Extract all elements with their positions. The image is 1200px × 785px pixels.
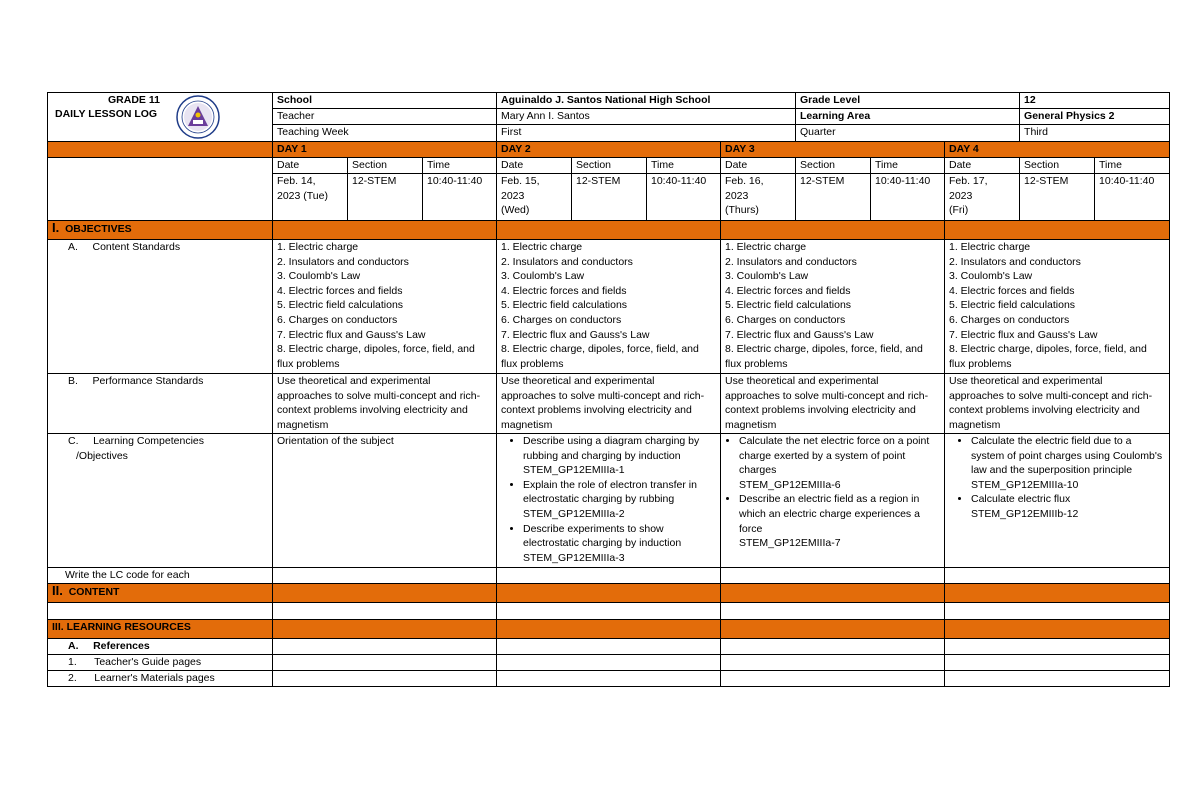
deped-seal-icon (176, 95, 220, 139)
date-line: 2023 (949, 189, 973, 202)
resources-day-3 (721, 619, 945, 638)
learners-materials-day-3 (721, 670, 945, 686)
lc-code-day-1 (273, 568, 497, 584)
content-standard-item: 6. Charges on conductors (725, 313, 846, 326)
grade-level-label: Grade Level (796, 93, 1020, 109)
learners-materials-day-4 (945, 670, 1170, 686)
content-day-4 (945, 583, 1170, 602)
day-4-date (945, 174, 1020, 221)
resources-day-4 (945, 619, 1170, 638)
performance-standards-day-2 (497, 374, 721, 434)
lesson-log-table (47, 92, 1170, 687)
date-label: Date (497, 158, 572, 174)
content-standard-item: 5. Electric field calculations (277, 299, 404, 312)
time-label: Time (1095, 158, 1170, 174)
date-line: Feb. 15, (501, 175, 540, 187)
performance-standard-line: Use theoretical and experimental (725, 375, 879, 387)
content-standard-item: 2. Insulators and conductors (501, 255, 633, 268)
competencies-label (48, 434, 273, 568)
performance-standard-line: approaches to solve multi-concept and rich- (501, 389, 705, 402)
teachers-guide-day-4 (945, 654, 1170, 670)
content-standard-item: 5. Electric field calculations (501, 299, 628, 312)
learning-area-label: Learning Area (796, 109, 1020, 125)
school-label: School (273, 93, 497, 109)
content-standard-item: 3. Coulomb's Law (725, 270, 809, 283)
resources-day-2 (497, 619, 721, 638)
content-value-day-2 (497, 602, 721, 619)
competencies-label-line: C. Learning Competencies (68, 435, 204, 447)
content-value-day-1 (273, 602, 497, 619)
competency-item (971, 434, 1165, 492)
performance-standard-line: approaches to solve multi-concept and rich- (277, 389, 481, 402)
content-standard-item: 2. Insulators and conductors (277, 255, 409, 268)
day-4-time: 10:40-11:40 (1095, 174, 1170, 221)
date-line: Feb. 16, (725, 175, 764, 187)
competencies-day-1: Orientation of the subject (273, 434, 497, 568)
content-standard-item: 6. Charges on conductors (277, 313, 398, 326)
day-4-section: 12-STEM (1020, 174, 1095, 221)
date-line: 2023 (501, 189, 525, 202)
section-label: Section (572, 158, 647, 174)
day-2-section: 12-STEM (572, 174, 647, 221)
schedule-blank (48, 158, 273, 221)
grade-level-value: 12 (1020, 93, 1170, 109)
content-standards-day-1 (273, 240, 497, 374)
competency-code: STEM_GP12EMIIIb-12 (971, 507, 1079, 520)
content-title: CONTENT (68, 585, 120, 598)
content-standard-item: 3. Coulomb's Law (501, 270, 585, 283)
competency-text: Describe experiments to show electrostatic charging by induction (523, 522, 682, 550)
content-day-2 (497, 583, 721, 602)
content-day-1 (273, 583, 497, 602)
content-standard-item: 1. Electric charge (501, 241, 583, 253)
competency-code: STEM_GP12EMIIIa-10 (971, 478, 1079, 491)
content-standard-item: 8. Electric charge, dipoles, force, field, and (501, 343, 699, 356)
day-4-label: DAY 4 (945, 142, 1170, 158)
week-label: Teaching Week (273, 125, 497, 142)
content-standard-item: 2. Insulators and conductors (725, 255, 857, 268)
competency-item (523, 478, 716, 522)
references-label: A. References (48, 638, 273, 654)
content-standard-item: 8. Electric charge, dipoles, force, field, and (725, 343, 923, 356)
competency-text: Calculate the net electric force on a point charge exerted by a system of point charges (739, 435, 930, 477)
teachers-guide-label: 1. Teacher's Guide pages (48, 654, 273, 670)
content-standard-item: 1. Electric charge (949, 241, 1031, 253)
daily-lesson-log (47, 92, 1169, 687)
lc-code-day-4 (945, 568, 1170, 584)
quarter-label: Quarter (796, 125, 1020, 142)
day-1-time: 10:40-11:40 (423, 174, 497, 221)
teachers-guide-day-1 (273, 654, 497, 670)
performance-standards-day-3 (721, 374, 945, 434)
content-standard-item: 7. Electric flux and Gauss's Law (949, 328, 1098, 341)
objectives-title: OBJECTIVES (65, 223, 132, 235)
content-heading (48, 583, 273, 602)
competency-item (523, 522, 716, 566)
content-standard-item: 7. Electric flux and Gauss's Law (501, 328, 650, 341)
time-label: Time (871, 158, 945, 174)
date-label: Date (945, 158, 1020, 174)
day-1-label: DAY 1 (273, 142, 497, 158)
performance-standards-day-1 (273, 374, 497, 434)
objectives-heading (48, 221, 273, 240)
performance-standards-day-4 (945, 374, 1170, 434)
date-label: Date (721, 158, 796, 174)
competency-item (739, 434, 940, 492)
content-standard-item: flux problems (725, 357, 788, 370)
content-standard-item: flux problems (501, 357, 564, 370)
content-standards-day-4 (945, 240, 1170, 374)
content-value-day-3 (721, 602, 945, 619)
grade-title: GRADE 11 (108, 94, 160, 106)
content-standard-item: 4. Electric forces and fields (501, 284, 627, 297)
content-standard-item: 6. Charges on conductors (501, 313, 622, 326)
content-standard-item: 5. Electric field calculations (949, 299, 1076, 312)
teacher-value: Mary Ann I. Santos (497, 109, 796, 125)
competencies-day-2 (497, 434, 721, 568)
content-standard-item: 1. Electric charge (725, 241, 807, 253)
content-standards-day-2 (497, 240, 721, 374)
learners-materials-day-1 (273, 670, 497, 686)
content-standard-item: 4. Electric forces and fields (949, 284, 1075, 297)
content-standards-day-3 (721, 240, 945, 374)
content-number: II. (52, 583, 63, 598)
teacher-label: Teacher (273, 109, 497, 125)
lc-code-day-2 (497, 568, 721, 584)
content-standard-item: 3. Coulomb's Law (277, 270, 361, 283)
date-line: 2023 (725, 189, 749, 202)
competency-item (523, 434, 716, 478)
day-2-time: 10:40-11:40 (647, 174, 721, 221)
day-3-time: 10:40-11:40 (871, 174, 945, 221)
day-1-date (273, 174, 348, 221)
day-1-section: 12-STEM (348, 174, 423, 221)
performance-standard-line: context problems involving electricity and (725, 404, 916, 417)
week-value: First (497, 125, 796, 142)
content-standard-item: 4. Electric forces and fields (725, 284, 851, 297)
school-value: Aguinaldo J. Santos National High School (497, 93, 796, 109)
day-header-blank (48, 142, 273, 158)
section-label: Section (348, 158, 423, 174)
competency-item (739, 492, 940, 550)
lc-code-label: Write the LC code for each (48, 568, 273, 584)
content-standard-item: 1. Electric charge (277, 241, 359, 253)
day-2-label: DAY 2 (497, 142, 721, 158)
day-2-date (497, 174, 572, 221)
content-standard-item: 8. Electric charge, dipoles, force, field, and (949, 343, 1147, 356)
date-line: 2023 (Tue) (277, 189, 328, 202)
date-line: Feb. 17, (949, 175, 988, 187)
content-standard-item: flux problems (949, 357, 1012, 370)
competencies-label-line: /Objectives (76, 449, 128, 462)
objectives-day-3 (721, 221, 945, 240)
references-day-3 (721, 638, 945, 654)
competency-code: STEM_GP12EMIIIa-6 (739, 478, 841, 491)
performance-standard-line: magnetism (277, 418, 329, 431)
performance-standards-label: B. Performance Standards (48, 374, 273, 434)
competency-text: Calculate electric flux (971, 493, 1071, 506)
day-3-date (721, 174, 796, 221)
performance-standard-line: magnetism (725, 418, 777, 431)
competency-text: Calculate the electric field due to a system of point charges using Coulomb's law and the superposition principle (971, 435, 1163, 477)
time-label: Time (647, 158, 721, 174)
objectives-day-2 (497, 221, 721, 240)
performance-standard-line: magnetism (949, 418, 1001, 431)
learners-materials-label: 2. Learner's Materials pages (48, 670, 273, 686)
competency-code: STEM_GP12EMIIIa-3 (523, 551, 625, 564)
performance-standard-line: context problems involving electricity and (277, 404, 468, 417)
competency-code: STEM_GP12EMIIIa-1 (523, 464, 625, 477)
competency-text: Describe using a diagram charging by rubbing and charging by induction (523, 435, 700, 462)
content-standard-item: 4. Electric forces and fields (277, 284, 403, 297)
objectives-number: I. (52, 220, 60, 235)
performance-standard-line: Use theoretical and experimental (949, 375, 1103, 387)
teachers-guide-day-3 (721, 654, 945, 670)
competency-list (725, 434, 940, 551)
references-day-2 (497, 638, 721, 654)
competency-text: Explain the role of electron transfer in electrostatic charging by rubbing (523, 478, 697, 506)
date-line: (Thurs) (725, 204, 759, 217)
competencies-day-3 (721, 434, 945, 568)
competencies-day-4 (945, 434, 1170, 568)
competency-text: Describe an electric field as a region in which an electric charge experiences a force (739, 493, 920, 535)
content-standard-item: 7. Electric flux and Gauss's Law (277, 328, 426, 341)
lc-code-day-3 (721, 568, 945, 584)
time-label: Time (423, 158, 497, 174)
section-label: Section (796, 158, 871, 174)
objectives-day-4 (945, 221, 1170, 240)
content-standard-item: 3. Coulomb's Law (949, 270, 1033, 283)
day-3-section: 12-STEM (796, 174, 871, 221)
competency-list (501, 434, 716, 565)
performance-standard-line: Use theoretical and experimental (277, 375, 431, 387)
content-standard-item: 8. Electric charge, dipoles, force, field, and (277, 343, 475, 356)
section-label: Section (1020, 158, 1095, 174)
performance-standard-line: approaches to solve multi-concept and rich- (949, 389, 1153, 402)
performance-standard-line: context problems involving electricity and (949, 404, 1140, 417)
date-line: Feb. 14, (277, 175, 316, 187)
date-line: (Wed) (501, 204, 530, 217)
day-3-label: DAY 3 (721, 142, 945, 158)
learners-materials-day-2 (497, 670, 721, 686)
performance-standard-line: context problems involving electricity and (501, 404, 692, 417)
references-day-1 (273, 638, 497, 654)
content-standards-label: A. Content Standards (48, 240, 273, 374)
competency-item (971, 492, 1165, 521)
performance-standard-line: magnetism (501, 418, 553, 431)
resources-heading: III. LEARNING RESOURCES (48, 619, 273, 638)
performance-standard-line: Use theoretical and experimental (501, 375, 655, 387)
content-standard-item: 6. Charges on conductors (949, 313, 1070, 326)
date-label: Date (273, 158, 348, 174)
content-standard-item: 7. Electric flux and Gauss's Law (725, 328, 874, 341)
grade-header-cell (48, 93, 273, 142)
date-line: (Fri) (949, 204, 969, 217)
log-title: DAILY LESSON LOG (55, 108, 158, 120)
competency-list (949, 434, 1165, 522)
resources-day-1 (273, 619, 497, 638)
objectives-day-1 (273, 221, 497, 240)
content-day-3 (721, 583, 945, 602)
quarter-value: Third (1020, 125, 1170, 142)
content-blank (48, 602, 273, 619)
content-standard-item: 2. Insulators and conductors (949, 255, 1081, 268)
content-standard-item: 5. Electric field calculations (725, 299, 852, 312)
teachers-guide-day-2 (497, 654, 721, 670)
performance-standard-line: approaches to solve multi-concept and rich- (725, 389, 929, 402)
learning-area-value: General Physics 2 (1020, 109, 1170, 125)
references-day-4 (945, 638, 1170, 654)
content-value-day-4 (945, 602, 1170, 619)
competency-code: STEM_GP12EMIIIa-2 (523, 507, 625, 520)
competency-code: STEM_GP12EMIIIa-7 (739, 537, 841, 550)
content-standard-item: flux problems (277, 357, 340, 370)
